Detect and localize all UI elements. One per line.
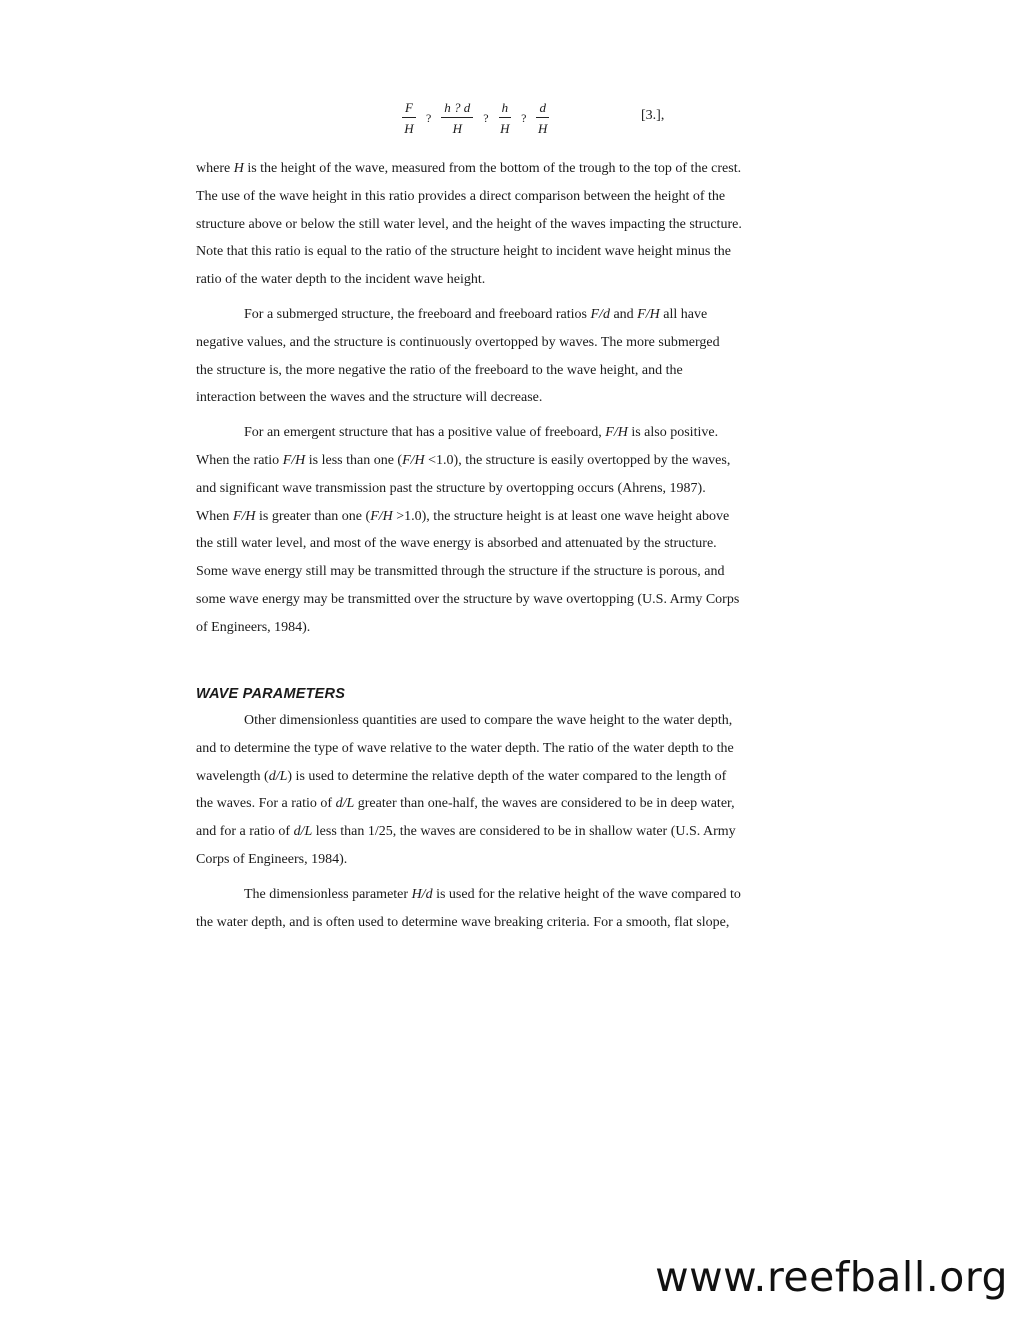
section-heading: WAVE PARAMETERS [196, 686, 346, 702]
fraction-numerator: F [402, 101, 416, 118]
math-symbol: F/H [605, 425, 628, 441]
paragraph-submerged-structure [196, 301, 826, 412]
text-run: structure above or below the still water level, and the height of the waves impacting the structure. [196, 216, 742, 232]
text-run: For a submerged structure, the freeboard and freeboard ratios [244, 306, 591, 322]
paragraph-wave-parameters [196, 707, 826, 874]
text-run: is less than one ( [305, 452, 403, 468]
fraction-denominator: H [404, 120, 414, 136]
math-symbol: H [233, 161, 244, 176]
fraction-term [499, 101, 512, 136]
math-symbol: F/H [282, 452, 306, 468]
math-symbol: F/H [370, 508, 393, 524]
text-line [196, 503, 826, 531]
math-symbol: d/L [293, 824, 313, 840]
fraction-denominator: H [452, 120, 462, 136]
text-line [196, 909, 826, 937]
text-run: is the height of the wave, measured from the bottom of the trough to the top of the crest. [243, 161, 742, 176]
math-symbol: F/H [402, 452, 425, 468]
equation-operator: ? [521, 110, 527, 125]
text-line [196, 614, 826, 642]
text-line [196, 266, 826, 294]
math-symbol: F/H [232, 508, 256, 524]
text-run: For an emergent structure that has a positive value of freeboard, [244, 425, 606, 441]
text-run: <1.0), the structure is easily overtopped by the waves, [424, 452, 731, 468]
text-line [196, 384, 826, 412]
text-run: >1.0), the structure height is at least one wave height above [392, 508, 730, 524]
text-run: greater than one-half, the waves are considered to be in deep water, [354, 796, 735, 812]
text-run: ratio of the water depth to the incident wave height. [196, 272, 486, 288]
text-line [196, 881, 826, 909]
text-run: is also positive. [627, 425, 719, 441]
text-line [196, 707, 826, 735]
text-run: and [609, 306, 638, 322]
watermark-url: www.reefball.org [655, 1253, 1008, 1301]
text-run: the water depth, and is often used to determine wave breaking criteria. For a smooth, flat slope, [196, 914, 730, 930]
fraction-numerator: h ? d [441, 101, 473, 118]
text-run: all have [659, 306, 708, 322]
math-symbol: H/d [411, 886, 433, 902]
paragraph-wave-height [196, 155, 826, 294]
text-run: When [196, 508, 233, 524]
text-run: and for a ratio of [196, 824, 294, 840]
equation-3 [398, 96, 553, 140]
text-run: When the ratio [196, 452, 283, 468]
text-run: The use of the wave height in this ratio provides a direct comparison between the height of the [196, 188, 726, 204]
text-run: where [196, 161, 234, 176]
text-line [196, 447, 826, 475]
equation-number: [3.], [641, 108, 665, 123]
text-run: ) is used to determine the relative depth of the water compared to the length of [287, 768, 727, 784]
math-symbol: d/L [335, 796, 355, 812]
text-line [196, 301, 826, 329]
text-line [196, 763, 826, 791]
math-symbol: F/H [637, 306, 660, 322]
text-line [196, 183, 826, 211]
fraction-numerator: h [499, 101, 512, 118]
text-run: and significant wave transmission past the structure by overtopping occurs (Ahrens, 1987). [196, 480, 706, 496]
text-line [196, 818, 826, 846]
text-run: the still water level, and most of the wave energy is absorbed and attenuated by the structure. [196, 536, 717, 552]
text-run: some wave energy may be transmitted over the structure by wave overtopping (U.S. Army Corps [196, 591, 740, 607]
text-run: Note that this ratio is equal to the ratio of the structure height to incident wave height minus the [196, 244, 731, 260]
text-line [196, 735, 826, 763]
fraction-term [402, 101, 416, 136]
math-symbol: F/d [590, 306, 610, 322]
equation-operator: ? [483, 110, 489, 125]
text-run: is greater than one ( [255, 508, 371, 524]
text-run: interaction between the waves and the structure will decrease. [196, 390, 543, 406]
text-run: Other dimensionless quantities are used to compare the wave height to the water depth, [244, 713, 733, 728]
text-run: and to determine the type of wave relative to the water depth. The ratio of the water depth to the [196, 740, 734, 756]
text-line [196, 419, 826, 447]
paragraph-relative-height [196, 881, 826, 937]
text-run: Corps of Engineers, 1984). [196, 851, 348, 867]
text-line [196, 558, 826, 586]
text-line [196, 790, 826, 818]
body-text-upper [196, 155, 826, 649]
text-line [196, 155, 826, 183]
equation-operator: ? [425, 110, 432, 125]
text-run: negative values, and the structure is continuously overtopped by waves. The more submerged [196, 334, 720, 350]
text-line [196, 357, 826, 385]
text-run: The dimensionless parameter [244, 886, 412, 902]
text-line [196, 846, 826, 874]
text-run: the waves. For a ratio of [196, 796, 336, 812]
text-run: wavelength ( [196, 768, 269, 784]
fraction-term [441, 101, 473, 136]
fraction-numerator: d [536, 101, 549, 118]
text-line [196, 238, 826, 266]
fraction-denominator: H [537, 120, 548, 136]
text-run: less than 1/25, the waves are considered to be in shallow water (U.S. Army [312, 824, 736, 840]
text-line [196, 530, 826, 558]
paragraph-emergent-structure [196, 419, 826, 641]
text-line [196, 475, 826, 503]
text-line [196, 586, 826, 614]
body-text-lower [196, 707, 826, 943]
text-run: of Engineers, 1984). [196, 619, 311, 635]
text-line [196, 329, 826, 357]
fraction-denominator: H [500, 120, 510, 136]
math-symbol: d/L [268, 768, 288, 784]
text-run: the structure is, the more negative the ratio of the freeboard to the wave height, and the [196, 362, 683, 378]
text-run: is used for the relative height of the wave compared to [432, 886, 741, 902]
text-line [196, 211, 826, 239]
text-run: Some wave energy still may be transmitted through the structure if the structure is porous, and [196, 564, 725, 580]
fraction-term [536, 101, 549, 136]
